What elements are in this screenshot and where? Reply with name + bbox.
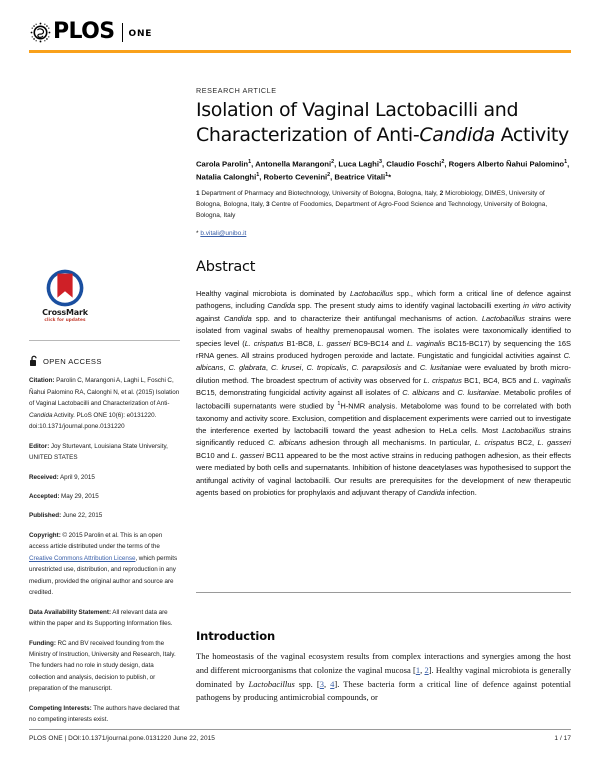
corresponding-email-link[interactable]: b.vitali@unibo.it [200,230,247,237]
abstract-heading: Abstract [196,259,256,275]
open-access-badge [29,355,180,367]
editor-block: Editor: Joy Sturtevant, Louisiana State University, UNITED STATES [29,442,168,462]
affiliation-list: 1 Department of Pharmacy and Biotechnology, University of Bologna, Bologna, Italy, 2 Microbiology, DIMES, University of Bologna, Bologna, Italy, 3 Centre of Foodomics, Department of Agro-Food Science and Technology, University of Bologna, Bologna, Italy [196,190,548,220]
header-accent-rule [29,50,571,53]
page-header [0,0,600,58]
abstract-divider [196,592,571,593]
corresponding-marker: * [196,230,199,237]
abstract-text: Healthy vaginal microbiota is dominated by Lactobacillus spp., which form a critical line of defence against pathogens, including Candida spp. The present study aims to identify vaginal lactobacilli exerting in vitro activity against Candida spp. and to characterize their antifungal mechanisms of action. Lactobacillus strains were isolated from vaginal swabs of healthy premenopausal women. The isolates were taxonomically identified to species level (L. crispatus B1-BC8, L. gasseri BC9-BC14 and L. vaginalis BC15-BC17) by sequencing the 16S rRNA genes. All strains produced hydrogen peroxide and lactate. Fungistatic and fungicidal activities against C. albicans, C. glabrata, C. krusei, C. tropicalis, C. parapsilosis and C. lusitaniae were evaluated by broth micro-dilution method. The broadest spectrum of activity was observed for L. crispatus BC1, BC4, BC5 and L. vaginalis BC15, demonstrating fungicidal activity against all isolates of C. albicans and C. lusitaniae. Metabolic profiles of lactobacilli supernatants were studied by $^1$H-NMR analysis. Metabolome was found to be correlated with both taxonomy and activity score. Exclusion, competition and displacement experiments were carried out to investigate the interference exerted by lactobacilli toward the yeast adhesion to HeLa cells. Most Lactobacillus strains significantly reduced C. albicans adhesion through all mechanisms. In particular, L. crispatus BC2, L. gasseri BC10 and L. gasseri BC11 appeared to be the most active strains in reducing pathogen adhesion, as their effects were mediated by both cells and supernatants. Inhibition of histone deacetylases was hypothesised to support the antifungal activity of vaginal lactobacilli. Our results are prerequisites for the development of new therapeutic agents based on probiotics for prophylaxis and adjuvant therapy of Candida infection. [196,289,572,497]
crossmark-badge-block[interactable] [39,268,91,322]
article-metadata-sidebar [29,268,180,726]
title-line-2-pre: Characterization of Anti- [196,123,420,146]
received-date: Received: April 9, 2015 [29,473,95,481]
page-footer [29,735,571,742]
author-list: Carola Parolin$^1$, Antonella Marangoni$^2$, Luca Laghi$^3$, Claudio Foschi$^2$, Rogers Alberto Ñahui Palomino$^1$, Natalia Calonghi$^1$, Roberto Cevenini$^2$, Beatrice Vitali$^1$* [196,159,570,182]
copyright-block[interactable]: Copyright: © 2015 Parolin et al. This is an open access article distributed under the terms of the Creative Commons Attribution License, which permits unrestricted use, distribution, and reproduction in any medium, provided the original author and source are credited. [29,531,178,597]
article-type-kicker: RESEARCH ARTICLE [196,86,277,95]
crossmark-sublabel: click for updates [44,316,86,322]
corresponding-author[interactable] [196,230,246,237]
sidebar-divider [29,340,180,341]
plos-one-logo[interactable] [29,19,152,45]
competing-interests-block: Competing Interests: The authors have declared that no competing interests exist. [29,704,180,724]
open-access-label: OPEN ACCESS [43,356,102,366]
data-availability-block: Data Availability Statement: All relevant data are within the paper and its Supporting Information files. [29,608,173,628]
published-date: Published: June 22, 2015 [29,512,103,520]
crossmark-icon [45,268,85,308]
introduction-text: The homeostasis of the vaginal ecosystem results from complex interactions and synergies among the host and different microorganisms that colonize the vaginal mucosa [1, 2]. Healthy vaginal microbiota is generally dominated by Lactobacillus spp. [3, 4]. These bacteria form a critical line of defence against potential pathogens by producing antimicrobial compounds, or [196,651,572,703]
page-title [196,98,571,148]
plos-wordmark: PLOS [53,19,115,44]
page-number: 1 / 17 [554,735,571,742]
title-line-1: Isolation of Vaginal Lactobacilli and [196,99,519,121]
funding-block: Funding: RC and BV received founding from the Ministry of Instruction, University and Research, Italy. The funders had no role in study design, data collection and analysis, decision to publish, or preparation of the manuscript. [29,639,176,693]
title-line-2-post: Activity [494,123,569,146]
logo-divider [122,23,123,42]
crossmark-label: CrossMark [42,308,88,317]
open-lock-icon [29,355,39,367]
introduction-heading: Introduction [196,629,276,643]
plos-one-suffix: ONE [128,29,153,39]
title-italic-candida: Candida [419,123,495,146]
accepted-date: Accepted: May 29, 2015 [29,493,99,501]
plos-sun-icon [29,21,52,44]
footer-citation: PLOS ONE | DOI:10.1371/journal.pone.0131220 June 22, 2015 [29,735,215,742]
citation-block: Citation: Parolin C, Marangoni A, Laghi L, Foschi C, Ñahui Palomino RA, Calonghi N, et al. (2015) Isolation of Vaginal Lactobacilli and Characterization of Anti-Candida Activity. PLoS ONE 10(6): e0131220. doi:10.1371/journal.pone.0131220 [29,377,180,431]
footer-divider [29,729,571,730]
